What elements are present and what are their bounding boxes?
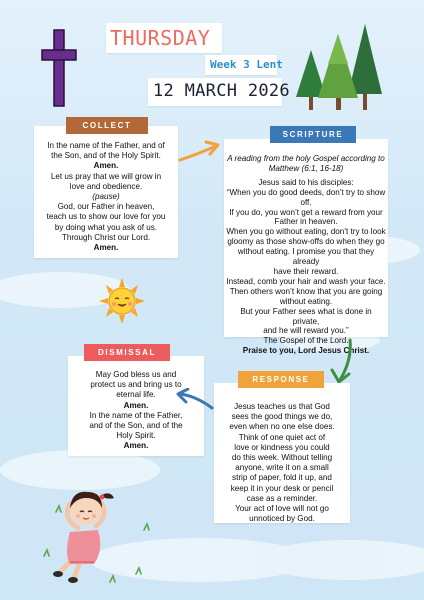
dismissal-line: and of the Son, and of the bbox=[89, 421, 183, 431]
scripture-line: have their reward. bbox=[273, 266, 339, 276]
dismissal-line: May God bless us and bbox=[95, 370, 177, 379]
collect-line: God, our Father in heaven, bbox=[57, 202, 155, 212]
scripture-line: Jesus said to his disciples: bbox=[258, 177, 354, 187]
response-line: unnoticed by God. bbox=[249, 514, 315, 524]
collect-line: Let us pray that we will grow in bbox=[50, 171, 162, 181]
response-line: Your act of love will not go bbox=[235, 504, 329, 514]
collect-line: Amen. bbox=[93, 243, 119, 253]
sun-icon bbox=[98, 278, 146, 324]
collect-line: love and obedience. bbox=[69, 181, 143, 191]
dismissal-line: eternal life. bbox=[116, 390, 156, 400]
scripture-line: The Gospel of the Lord. bbox=[263, 336, 349, 346]
collect-line: (pause) bbox=[92, 192, 120, 202]
scripture-line: Father in heaven. bbox=[274, 217, 338, 227]
scripture-line: and he will reward you.” bbox=[263, 326, 349, 336]
collect-line: by doing what you ask of us. bbox=[54, 222, 158, 232]
response-line: strip of paper, fold it up, and bbox=[232, 473, 332, 483]
scripture-line: When you go without eating, don’t try to look bbox=[226, 227, 386, 237]
scripture-line: If you do, you won’t get a reward from your bbox=[229, 207, 383, 217]
scripture-line: without eating. I promise you that they already bbox=[237, 247, 375, 267]
page-title: THURSDAY bbox=[110, 26, 211, 50]
scripture-line: Then others won’t know that you are going bbox=[229, 286, 383, 296]
response-line: anyone, write it on a small bbox=[235, 463, 329, 473]
arrow-icon bbox=[328, 338, 358, 386]
scripture-line: But your Father sees what is done in private, bbox=[240, 306, 372, 326]
response-line: keep it in your desk or pencil bbox=[230, 483, 334, 493]
scripture-line: gloomy as those show-offs do when they go bbox=[227, 237, 385, 247]
response-line: do this week. Without telling bbox=[231, 453, 333, 463]
scripture-line: without eating. bbox=[279, 296, 333, 306]
dismissal-line: Amen. bbox=[123, 441, 149, 451]
week-label: Week 3 Lent bbox=[210, 58, 283, 71]
dismissal-tag: DISMISSAL bbox=[84, 344, 170, 361]
dismissal-line: protect us and bring us to bbox=[90, 380, 182, 390]
scripture-text bbox=[226, 154, 386, 356]
collect-tag: COLLECT bbox=[66, 117, 148, 134]
child-illustration bbox=[40, 470, 160, 588]
scripture-line: “When you do good deeds, don’t try to show off. bbox=[226, 187, 386, 207]
response-line: case as a reminder. bbox=[246, 493, 318, 503]
scripture-line: A reading from the holy Gospel according to bbox=[227, 154, 385, 163]
scripture-line: Praise to you, Lord Jesus Christ. bbox=[242, 346, 370, 356]
collect-line: Through Christ our Lord. bbox=[61, 232, 151, 242]
collect-line: In the name of the Father, and of bbox=[47, 141, 165, 150]
response-line: love or kindness you could bbox=[234, 442, 330, 452]
response-tag: RESPONSE bbox=[238, 371, 324, 388]
collect-line: teach us to show our love for you bbox=[46, 212, 166, 222]
response-line: even when no one else does. bbox=[229, 422, 335, 432]
pine-trees-icon bbox=[296, 22, 386, 114]
response-line: Think of one quiet act of bbox=[238, 432, 326, 442]
collect-line: Amen. bbox=[93, 161, 119, 171]
response-line: sees the good things we do, bbox=[231, 412, 333, 422]
scripture-line: Matthew (6:1, 16-18) bbox=[268, 163, 344, 173]
dismissal-line: Holy Spirit. bbox=[116, 431, 156, 441]
arrow-icon bbox=[174, 388, 214, 412]
scripture-tag: SCRIPTURE bbox=[270, 126, 356, 143]
response-line: Jesus teaches us that God bbox=[234, 402, 330, 411]
date-label: 12 MARCH 2026 bbox=[153, 81, 290, 101]
collect-text bbox=[37, 141, 175, 253]
arrow-icon bbox=[178, 140, 222, 164]
dismissal-line: In the name of the Father, bbox=[89, 410, 183, 420]
scripture-line: Instead, comb your hair and wash your face. bbox=[226, 276, 386, 286]
collect-line: the Son, and of the Holy Spirit. bbox=[51, 151, 161, 161]
response-text bbox=[216, 402, 348, 524]
dismissal-line: Amen. bbox=[123, 400, 149, 410]
purple-cross-icon bbox=[40, 28, 80, 108]
